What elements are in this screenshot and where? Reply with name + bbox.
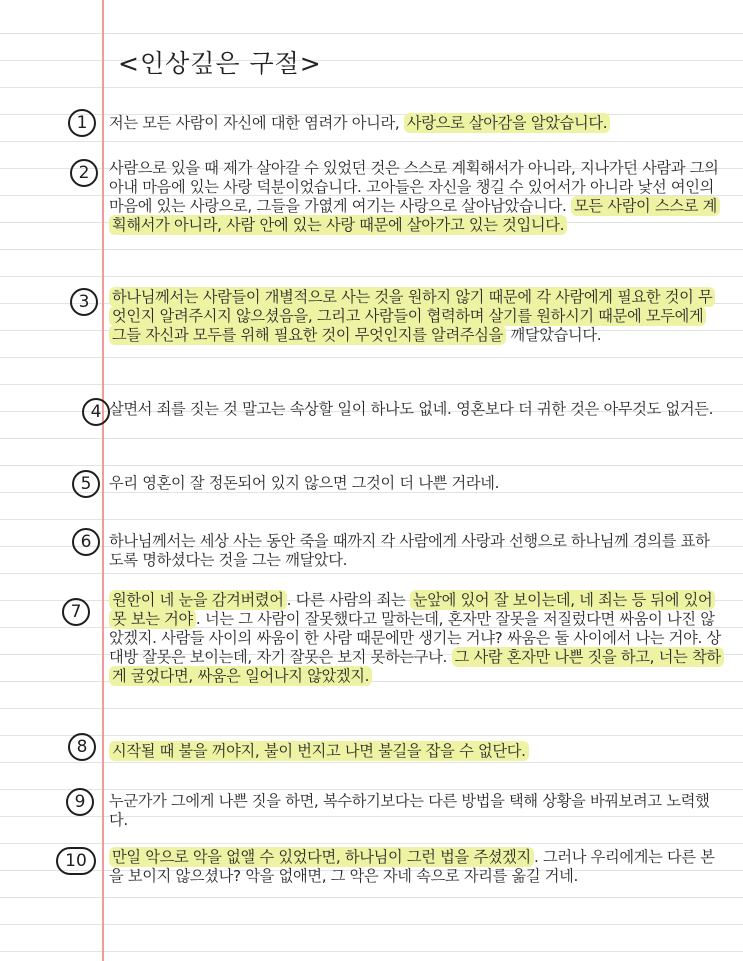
item-number-2: 2 xyxy=(70,159,98,187)
entry-text: . 너는 그 사람이 잘못했다고 말하는데, 혼자만 잘못을 저질렀다면 싸움이 나진 않았겠지. 사람들 사이의 싸움이 한 사람 때문에만 생기는 거냐? 싸움은 둘 사이에서 나는 거야. 상대방 잘못은 보이는데, 자기 잘못은 보지 못하는구나. xyxy=(109,610,721,666)
entry-text: . 그러나 우리에게는 다른 본을 보이지 않으셨나? 악을 없애면, 그 악은 자네 속으로 자리를 옮길 거네. xyxy=(109,848,715,885)
margin-line xyxy=(102,0,104,961)
entry-text: 누군가가 그에게 나쁜 짓을 하면, 복수하기보다는 다른 방법을 택해 상황을 바꿔보려고 노력했다. xyxy=(109,792,710,829)
highlighted-text: 그 사람 혼자만 나쁜 짓을 하고, 너는 착하게 굴었다면, 싸움은 일어나지 않았겠지. xyxy=(109,647,724,686)
highlighted-text: 시작될 때 불을 꺼야지, 불이 번지고 나면 불길을 잡을 수 없단다. xyxy=(109,741,529,761)
entry-text: 저는 모든 사람이 자신에 대한 염려가 아니라, xyxy=(109,114,404,132)
entry-2 xyxy=(109,159,721,235)
highlighted-text: 원한이 네 눈을 감겨버렸어 xyxy=(109,590,287,610)
highlighted-text: 하나님께서는 사람들이 개별적으로 사는 것을 원하지 않기 때문에 각 사람에게 필요한 것이 무엇인지 알려주시지 않으셨음을, 그리고 사람들이 협력하며 살기를 원하시기 때문에 모두에게 그들 자신과 모두를 위해 필요한 것이 무엇인지를 알려주심을 xyxy=(109,287,715,345)
highlighted-text: 사랑으로 살아감을 알았습니다. xyxy=(404,113,610,133)
entry-text: . 다른 사람의 죄는 xyxy=(286,591,410,609)
item-number-1: 1 xyxy=(68,109,96,137)
entry-text: 우리 영혼이 잘 정돈되어 있지 않으면 그것이 더 나쁜 거라네. xyxy=(109,474,500,492)
item-number-3: 3 xyxy=(70,288,98,316)
item-number-8: 8 xyxy=(68,733,96,761)
entry-9 xyxy=(109,792,721,830)
entry-3 xyxy=(109,288,721,345)
entry-text: 하나님께서는 세상 사는 동안 죽을 때까지 각 사람에게 사랑과 선행으로 하나님께 경의를 표하도록 명하셨다는 것을 그는 깨달았다. xyxy=(109,532,710,569)
highlighted-text: 눈앞에 있어 잘 보이는데, 네 죄는 등 뒤에 있어 못 보는 거야 xyxy=(109,590,715,629)
entry-text: 살면서 죄를 짓는 것 말고는 속상할 일이 하나도 없네. 영혼보다 더 귀한 것은 아무것도 없거든. xyxy=(109,400,714,418)
entry-8 xyxy=(109,742,721,761)
item-number-4: 4 xyxy=(82,398,110,426)
item-number-7: 7 xyxy=(62,598,90,626)
entry-6 xyxy=(109,532,721,570)
entry-text: 사람으로 있을 때 제가 살아갈 수 있었던 것은 스스로 계획해서가 아니라, 지나가던 사람과 그의 아내 마음에 있는 사랑 덕분이었습니다. 고아들은 자신을 챙길 수 있어서가 아니라 낯선 여인의 마음에 있는 사랑으로, 그들을 가엾게 여기는 사랑으로 살아남았습니다. xyxy=(109,159,719,215)
highlighted-text: 만일 악으로 악을 없앨 수 있었다면, 하나님이 그런 법을 주셨겠지 xyxy=(109,847,534,867)
entry-1 xyxy=(109,114,721,133)
entry-5 xyxy=(109,474,721,493)
entry-7 xyxy=(109,591,721,686)
entry-10 xyxy=(109,848,721,886)
entry-4 xyxy=(109,400,721,419)
item-number-6: 6 xyxy=(72,528,100,556)
page-title: <인상깊은 구절> xyxy=(118,49,322,78)
entry-text: 깨달았습니다. xyxy=(505,326,602,344)
item-number-9: 9 xyxy=(66,788,94,816)
item-number-5: 5 xyxy=(72,470,100,498)
item-number-10: 10 xyxy=(56,847,96,875)
highlighted-text: 모든 사람이 스스로 계획해서가 아니라, 사람 안에 있는 사랑 때문에 살아가고 있는 것입니다. xyxy=(109,196,720,235)
